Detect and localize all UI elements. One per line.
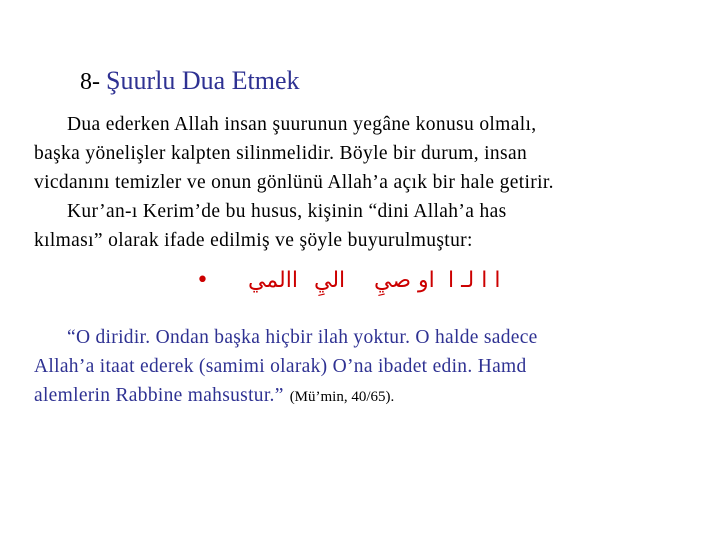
arabic-word: او صيِ bbox=[374, 268, 435, 293]
section-title: Şuurlu Dua Etmek bbox=[106, 66, 300, 95]
paragraph-line: Dua ederken Allah insan şuurunun yegâne konusu olmalı, bbox=[67, 114, 537, 135]
arabic-word: االمي bbox=[248, 268, 298, 293]
quote-line: Allah’a itaat ederek (samimi olarak) O’na ibadet edin. Hamd bbox=[34, 356, 527, 377]
section-number: 8- bbox=[80, 69, 100, 95]
arabic-bullet: • bbox=[196, 268, 209, 293]
quote-text: alemlerin Rabbine mahsustur.” bbox=[34, 385, 284, 406]
paragraph-line: Kur’an-ı Kerim’de bu husus, kişinin “dini Allah’a has bbox=[67, 201, 507, 222]
arabic-verse bbox=[186, 262, 536, 302]
section-heading bbox=[80, 66, 300, 96]
paragraph-line: vicdanını temizler ve onun gönlünü Allah’a açık bir hale getirir. bbox=[34, 172, 554, 193]
citation: (Mü’min, 40/65). bbox=[289, 389, 395, 405]
paragraph-line: kılması” olarak ifade edilmiş ve şöyle buyurulmuştur: bbox=[34, 230, 473, 251]
arabic-word: اليِ bbox=[314, 268, 346, 293]
quote-line: “O diridir. Ondan başka hiçbir ilah yoktur. O halde sadece bbox=[67, 327, 538, 348]
quote-line bbox=[34, 385, 394, 407]
arabic-word: ا ا لـ ا bbox=[448, 268, 501, 293]
paragraph-line: başka yönelişler kalpten silinmelidir. Böyle bir durum, insan bbox=[34, 143, 528, 164]
